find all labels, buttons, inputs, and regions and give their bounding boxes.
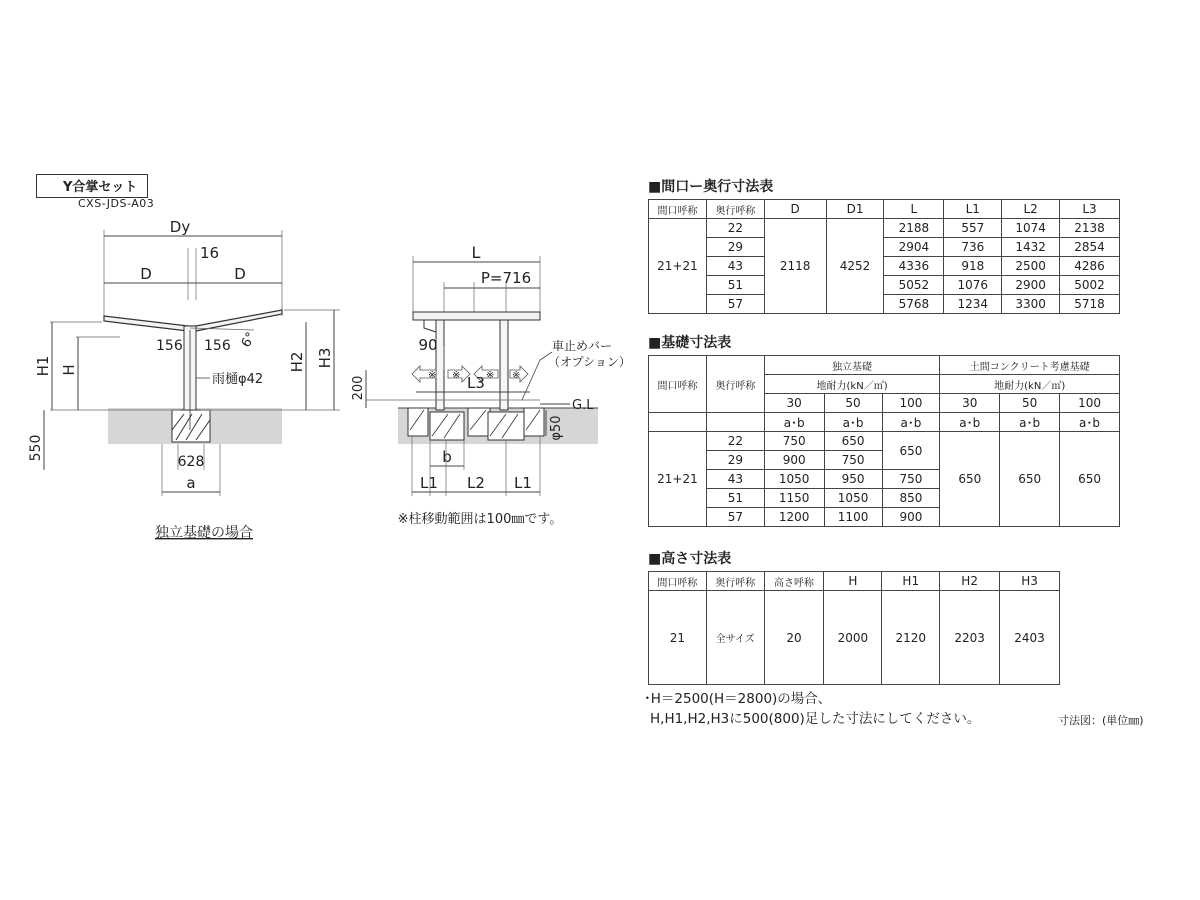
table1-header-cell: 奥行呼称	[706, 200, 764, 219]
table1-cell: 736	[944, 238, 1002, 257]
table1-header-cell: D1	[826, 200, 884, 219]
table1-header-row	[649, 200, 1120, 219]
table3-header-cell: 奥行呼称	[706, 572, 764, 591]
table1-cell: 2500	[1002, 257, 1060, 276]
table1-cell: 1076	[944, 276, 1002, 295]
table3-cell: 2120	[882, 591, 940, 685]
table1-cell: 5768	[884, 295, 944, 314]
table1-title: ■間口ー奥行寸法表	[648, 179, 774, 195]
d-right-label: D	[234, 265, 246, 283]
move-mark-2: ※	[452, 370, 461, 381]
eave-label: 90	[418, 336, 438, 354]
gutter-label: 雨樋φ42	[212, 372, 264, 387]
table1-cell: 51	[706, 276, 764, 295]
table2-bearing: 地耐力(kN／㎡)	[940, 375, 1120, 394]
table1-cell: 5052	[884, 276, 944, 295]
table1-frontage: 21+21	[649, 219, 707, 314]
table2-cell: 850	[882, 489, 940, 508]
table1-cell: 1432	[1002, 238, 1060, 257]
table2-ab: a･b	[1000, 413, 1060, 432]
table2-group-concrete: 土間コンクリート考慮基礎	[940, 356, 1120, 375]
table3-header-cell: H3	[1000, 572, 1060, 591]
side-column-right	[500, 320, 508, 410]
table3-cell: 21	[649, 591, 707, 685]
side-view-drawing	[0, 0, 640, 560]
table1-cell: 22	[706, 219, 764, 238]
table2-cell: 1100	[824, 508, 882, 527]
table2-cell: 1050	[764, 470, 824, 489]
table1-header-cell: L1	[944, 200, 1002, 219]
bar-label: 車止めバー	[552, 339, 613, 353]
h3-label: H3	[316, 347, 334, 369]
table1-cell: 5718	[1060, 295, 1120, 314]
table2-cell: 1150	[764, 489, 824, 508]
gl-label: G.L	[572, 398, 594, 413]
table2-load: 30	[940, 394, 1000, 413]
table2-cell: 22	[706, 432, 764, 451]
table1-cell: 1234	[944, 295, 1002, 314]
d-left-label: D	[140, 265, 152, 283]
a-label: a	[186, 474, 196, 492]
table2-cell: 950	[824, 470, 882, 489]
table-row	[649, 238, 1120, 257]
depth-label: 550	[28, 434, 44, 462]
table1-header-cell: L3	[1060, 200, 1120, 219]
l-label: L	[471, 243, 481, 262]
table2-cell: 750	[764, 432, 824, 451]
table2-group-independent: 独立基礎	[764, 356, 940, 375]
table1-cell: 1074	[1002, 219, 1060, 238]
arm-left-label: 156	[156, 338, 183, 354]
table2-cell: 51	[706, 489, 764, 508]
table1-header-cell: D	[764, 200, 826, 219]
table-row	[649, 276, 1120, 295]
table3-header-cell: H1	[882, 572, 940, 591]
table-row	[649, 432, 1120, 451]
table2-load: 50	[1000, 394, 1060, 413]
table1	[648, 199, 1120, 314]
table2-title: ■基礎寸法表	[648, 335, 732, 351]
table3-title: ■高さ寸法表	[648, 551, 732, 567]
table3-cell: 2203	[940, 591, 1000, 685]
table1-cell: 57	[706, 295, 764, 314]
table2-ab: a･b	[1060, 413, 1120, 432]
table2-cell: 650	[824, 432, 882, 451]
table2-cell: 43	[706, 470, 764, 489]
bar-option: （オプション）	[548, 355, 631, 369]
table1-d: 2118	[764, 219, 826, 314]
move-mark-1: ※	[428, 370, 437, 381]
table1-cell: 2900	[1002, 276, 1060, 295]
table3-header-cell: 間口呼称	[649, 572, 707, 591]
table1-cell: 918	[944, 257, 1002, 276]
table1-cell: 2854	[1060, 238, 1120, 257]
h-label: H	[60, 364, 78, 376]
table2-cell: 750	[882, 470, 940, 489]
table2	[648, 355, 1120, 527]
unit-note: 寸法図：(単位㎜)	[1058, 714, 1144, 727]
angle-label: 6°	[238, 329, 260, 351]
table1-cell: 5002	[1060, 276, 1120, 295]
table2-header-frontage: 間口呼称	[649, 356, 707, 413]
model-code: CXS-JDS-A03	[78, 197, 155, 210]
move-mark-3: ※	[486, 370, 495, 381]
table2-cell: 29	[706, 451, 764, 470]
base-label: 628	[177, 454, 205, 470]
table2-load: 50	[824, 394, 882, 413]
h2-label: H2	[288, 351, 306, 373]
table3-cell: 2000	[824, 591, 882, 685]
table2-load: 30	[764, 394, 824, 413]
table2-ab: a･b	[764, 413, 824, 432]
table2-concrete: 650	[1060, 432, 1120, 527]
table2-header-depth: 奥行呼称	[706, 356, 764, 413]
table-row	[649, 591, 1060, 685]
table2-cell: 900	[764, 451, 824, 470]
table1-cell: 557	[944, 219, 1002, 238]
table2-ab: a･b	[824, 413, 882, 432]
note-line-2: H,H1,H2,H3に500(800)足した寸法にしてください。	[650, 711, 981, 727]
side-column-left	[436, 320, 444, 410]
table-row	[649, 257, 1120, 276]
table2-ab: a･b	[940, 413, 1000, 432]
table3-header-cell: 高さ呼称	[764, 572, 824, 591]
table-row	[649, 295, 1120, 314]
arm-right-label: 156	[204, 338, 231, 354]
table1-cell: 4336	[884, 257, 944, 276]
phi50-label: φ50	[549, 415, 564, 441]
move-mark-4: ※	[512, 370, 521, 381]
table1-cell: 2188	[884, 219, 944, 238]
l1-left-label: L1	[420, 474, 438, 492]
table1-cell: 43	[706, 257, 764, 276]
table1-cell: 4286	[1060, 257, 1120, 276]
table1-d1: 4252	[826, 219, 884, 314]
table2-cell: 57	[706, 508, 764, 527]
set-label: Y合掌セット	[36, 174, 148, 198]
table2-ab: a･b	[882, 413, 940, 432]
note-line-1: ･H＝2500(H＝2800)の場合、	[644, 691, 832, 707]
table2-concrete: 650	[1000, 432, 1060, 527]
table2-merged-100: 650	[882, 432, 940, 470]
table1-cell: 3300	[1002, 295, 1060, 314]
table3-header-cell: H	[824, 572, 882, 591]
table3-header-cell: H2	[940, 572, 1000, 591]
table3-header-row	[649, 572, 1060, 591]
table2-cell: 1200	[764, 508, 824, 527]
table1-header-cell: L	[884, 200, 944, 219]
h1-label: H1	[34, 355, 52, 377]
dy-label: Dy	[169, 218, 191, 236]
side-roof	[413, 312, 540, 320]
height-200-label: 200	[351, 375, 366, 401]
l1-right-label: L1	[514, 474, 532, 492]
table-row	[649, 219, 1120, 238]
table1-header-cell: 間口呼称	[649, 200, 707, 219]
side-note: ※柱移動範囲は100㎜です。	[397, 512, 563, 527]
front-caption: 独立基礎の場合	[155, 525, 253, 541]
b-label: b	[442, 448, 452, 466]
table1-header-cell: L2	[1002, 200, 1060, 219]
table3-cell: 全サイズ	[706, 591, 764, 685]
table2-cell: 1050	[824, 489, 882, 508]
table2-cell: 750	[824, 451, 882, 470]
table1-cell: 2138	[1060, 219, 1120, 238]
table2-frontage: 21+21	[649, 432, 707, 527]
table1-cell: 29	[706, 238, 764, 257]
table2-concrete: 650	[940, 432, 1000, 527]
side-foundations	[408, 408, 544, 440]
table3-cell: 20	[764, 591, 824, 685]
l2-label: L2	[467, 474, 485, 492]
table2-load: 100	[1060, 394, 1120, 413]
table2-bearing: 地耐力(kN／㎡)	[764, 375, 940, 394]
table2-header-row	[649, 356, 1120, 375]
table2-cell: 900	[882, 508, 940, 527]
table3	[648, 571, 1060, 685]
gap-label: 16	[200, 244, 220, 262]
table2-load: 100	[882, 394, 940, 413]
table1-cell: 2904	[884, 238, 944, 257]
pitch-label: P=716	[480, 269, 532, 287]
l3-label: L3	[467, 374, 485, 392]
table2-header-row	[649, 413, 1120, 432]
table3-cell: 2403	[1000, 591, 1060, 685]
